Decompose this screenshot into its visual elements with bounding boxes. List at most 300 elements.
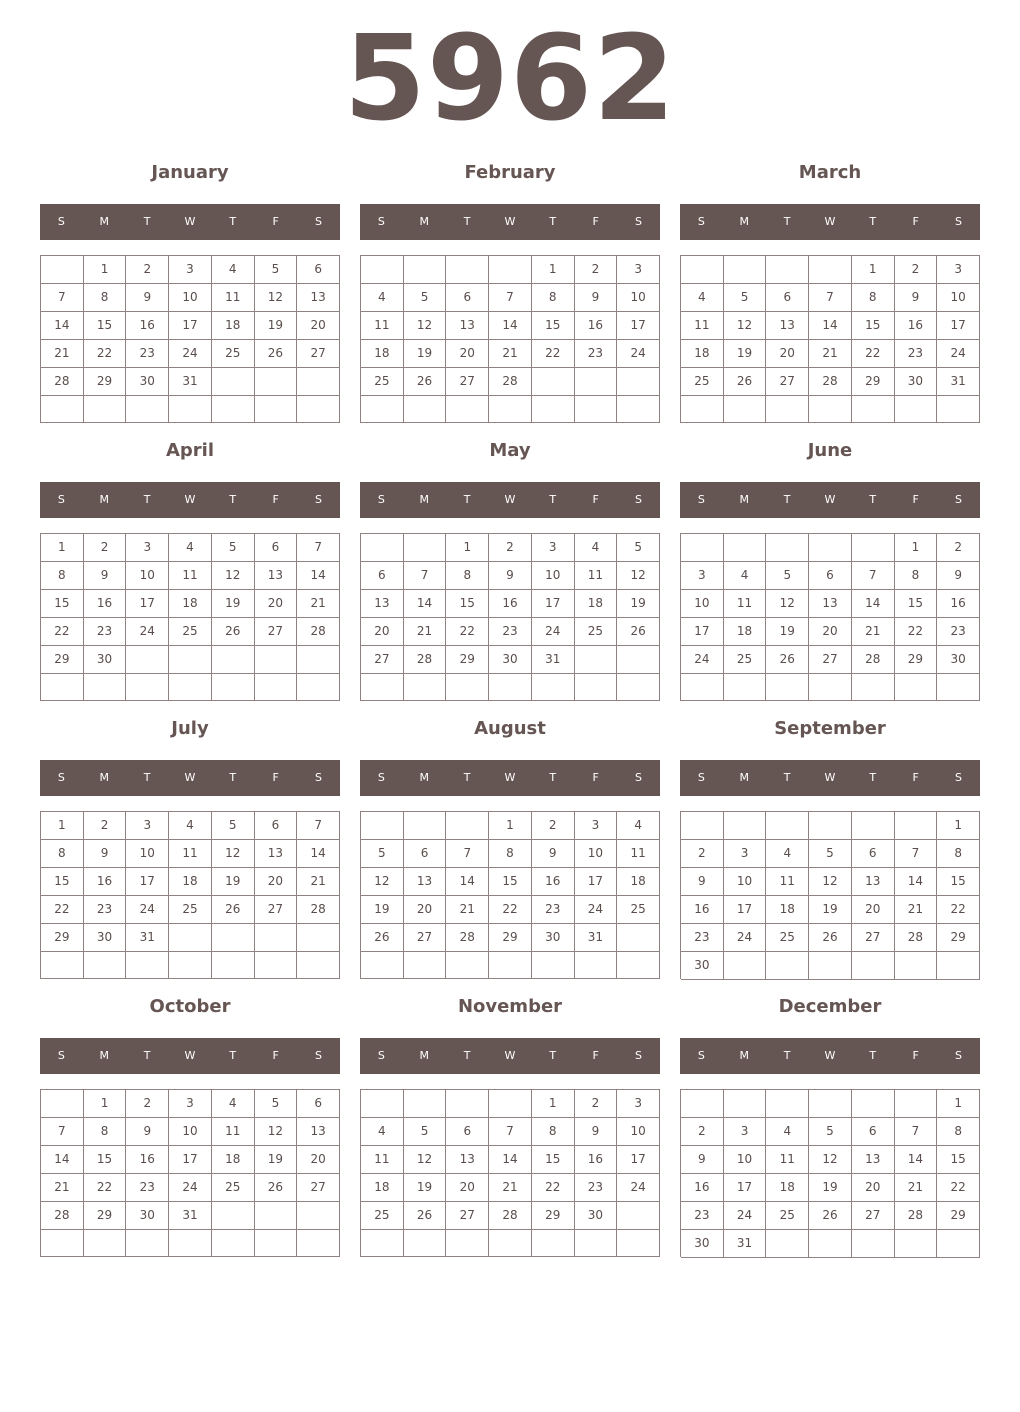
day-cell[interactable]: 14 — [809, 312, 852, 340]
day-cell[interactable]: 28 — [41, 368, 84, 396]
day-cell[interactable]: 22 — [84, 1174, 127, 1202]
day-cell[interactable]: 20 — [766, 340, 809, 368]
day-cell[interactable]: 14 — [489, 312, 532, 340]
day-cell[interactable]: 25 — [724, 646, 767, 674]
day-cell[interactable]: 4 — [169, 534, 212, 562]
day-cell[interactable]: 23 — [126, 1174, 169, 1202]
day-cell[interactable]: 2 — [126, 1090, 169, 1118]
day-cell[interactable]: 8 — [41, 840, 84, 868]
day-cell[interactable]: 11 — [766, 1146, 809, 1174]
day-cell[interactable]: 19 — [404, 1174, 447, 1202]
day-cell[interactable]: 9 — [126, 284, 169, 312]
day-cell[interactable]: 20 — [361, 618, 404, 646]
day-cell[interactable]: 4 — [361, 1118, 404, 1146]
day-cell[interactable]: 18 — [169, 868, 212, 896]
day-cell[interactable]: 19 — [404, 340, 447, 368]
day-cell[interactable]: 16 — [84, 868, 127, 896]
day-cell[interactable]: 31 — [724, 1230, 767, 1258]
day-cell[interactable]: 3 — [169, 1090, 212, 1118]
day-cell[interactable]: 9 — [681, 1146, 724, 1174]
day-cell[interactable]: 8 — [489, 840, 532, 868]
day-cell[interactable]: 21 — [809, 340, 852, 368]
day-cell[interactable]: 12 — [404, 312, 447, 340]
day-cell[interactable]: 12 — [255, 1118, 298, 1146]
day-cell[interactable]: 27 — [446, 1202, 489, 1230]
day-cell[interactable]: 24 — [169, 1174, 212, 1202]
day-cell[interactable]: 29 — [937, 1202, 980, 1230]
day-cell[interactable]: 7 — [895, 840, 938, 868]
day-cell[interactable]: 19 — [617, 590, 660, 618]
day-cell[interactable]: 7 — [297, 812, 340, 840]
day-cell[interactable]: 5 — [724, 284, 767, 312]
day-cell[interactable]: 21 — [489, 340, 532, 368]
day-cell[interactable]: 28 — [895, 924, 938, 952]
day-cell[interactable]: 23 — [681, 924, 724, 952]
day-cell[interactable]: 12 — [212, 840, 255, 868]
day-cell[interactable]: 27 — [361, 646, 404, 674]
day-cell[interactable]: 5 — [212, 534, 255, 562]
day-cell[interactable]: 16 — [575, 312, 618, 340]
day-cell[interactable]: 12 — [255, 284, 298, 312]
day-cell[interactable]: 18 — [169, 590, 212, 618]
day-cell[interactable]: 5 — [617, 534, 660, 562]
day-cell[interactable]: 26 — [724, 368, 767, 396]
day-cell[interactable]: 9 — [681, 868, 724, 896]
day-cell[interactable]: 8 — [84, 284, 127, 312]
day-cell[interactable]: 8 — [852, 284, 895, 312]
day-cell[interactable]: 13 — [255, 840, 298, 868]
day-cell[interactable]: 4 — [361, 284, 404, 312]
day-cell[interactable]: 30 — [575, 1202, 618, 1230]
day-cell[interactable]: 28 — [809, 368, 852, 396]
day-cell[interactable]: 2 — [681, 840, 724, 868]
day-cell[interactable]: 23 — [575, 1174, 618, 1202]
day-cell[interactable]: 7 — [809, 284, 852, 312]
day-cell[interactable]: 14 — [852, 590, 895, 618]
day-cell[interactable]: 17 — [532, 590, 575, 618]
day-cell[interactable]: 31 — [937, 368, 980, 396]
day-cell[interactable]: 20 — [852, 1174, 895, 1202]
day-cell[interactable]: 6 — [297, 256, 340, 284]
day-cell[interactable]: 23 — [575, 340, 618, 368]
day-cell[interactable]: 3 — [169, 256, 212, 284]
day-cell[interactable]: 7 — [489, 284, 532, 312]
day-cell[interactable]: 23 — [489, 618, 532, 646]
day-cell[interactable]: 24 — [126, 618, 169, 646]
day-cell[interactable]: 16 — [532, 868, 575, 896]
day-cell[interactable]: 19 — [809, 1174, 852, 1202]
day-cell[interactable]: 23 — [84, 896, 127, 924]
day-cell[interactable]: 26 — [361, 924, 404, 952]
day-cell[interactable]: 22 — [532, 340, 575, 368]
day-cell[interactable]: 22 — [84, 340, 127, 368]
day-cell[interactable]: 16 — [681, 896, 724, 924]
day-cell[interactable]: 3 — [724, 840, 767, 868]
day-cell[interactable]: 2 — [895, 256, 938, 284]
day-cell[interactable]: 13 — [404, 868, 447, 896]
day-cell[interactable]: 28 — [489, 1202, 532, 1230]
day-cell[interactable]: 7 — [41, 1118, 84, 1146]
day-cell[interactable]: 10 — [937, 284, 980, 312]
day-cell[interactable]: 3 — [126, 812, 169, 840]
day-cell[interactable]: 25 — [617, 896, 660, 924]
day-cell[interactable]: 1 — [41, 812, 84, 840]
day-cell[interactable]: 5 — [404, 284, 447, 312]
day-cell[interactable]: 15 — [532, 312, 575, 340]
day-cell[interactable]: 14 — [895, 868, 938, 896]
day-cell[interactable]: 15 — [489, 868, 532, 896]
day-cell[interactable]: 20 — [446, 1174, 489, 1202]
day-cell[interactable]: 6 — [361, 562, 404, 590]
day-cell[interactable]: 16 — [681, 1174, 724, 1202]
day-cell[interactable]: 6 — [297, 1090, 340, 1118]
day-cell[interactable]: 22 — [895, 618, 938, 646]
day-cell[interactable]: 3 — [681, 562, 724, 590]
day-cell[interactable]: 30 — [489, 646, 532, 674]
day-cell[interactable]: 11 — [681, 312, 724, 340]
day-cell[interactable]: 31 — [169, 1202, 212, 1230]
day-cell[interactable]: 30 — [681, 952, 724, 980]
day-cell[interactable]: 21 — [895, 1174, 938, 1202]
day-cell[interactable]: 22 — [852, 340, 895, 368]
day-cell[interactable]: 19 — [212, 590, 255, 618]
day-cell[interactable]: 27 — [297, 340, 340, 368]
day-cell[interactable]: 4 — [212, 1090, 255, 1118]
day-cell[interactable]: 4 — [617, 812, 660, 840]
day-cell[interactable]: 30 — [126, 368, 169, 396]
day-cell[interactable]: 25 — [212, 340, 255, 368]
day-cell[interactable]: 6 — [255, 812, 298, 840]
day-cell[interactable]: 4 — [169, 812, 212, 840]
day-cell[interactable]: 7 — [489, 1118, 532, 1146]
day-cell[interactable]: 4 — [681, 284, 724, 312]
day-cell[interactable]: 18 — [617, 868, 660, 896]
day-cell[interactable]: 21 — [297, 868, 340, 896]
day-cell[interactable]: 20 — [446, 340, 489, 368]
day-cell[interactable]: 20 — [255, 868, 298, 896]
day-cell[interactable]: 11 — [212, 1118, 255, 1146]
day-cell[interactable]: 21 — [489, 1174, 532, 1202]
day-cell[interactable]: 4 — [212, 256, 255, 284]
day-cell[interactable]: 3 — [532, 534, 575, 562]
day-cell[interactable]: 9 — [532, 840, 575, 868]
day-cell[interactable]: 23 — [532, 896, 575, 924]
day-cell[interactable]: 28 — [895, 1202, 938, 1230]
day-cell[interactable]: 6 — [255, 534, 298, 562]
day-cell[interactable]: 21 — [895, 896, 938, 924]
day-cell[interactable]: 22 — [489, 896, 532, 924]
day-cell[interactable]: 17 — [169, 1146, 212, 1174]
day-cell[interactable]: 24 — [617, 1174, 660, 1202]
day-cell[interactable]: 23 — [84, 618, 127, 646]
day-cell[interactable]: 30 — [84, 924, 127, 952]
day-cell[interactable]: 11 — [361, 1146, 404, 1174]
day-cell[interactable]: 3 — [617, 1090, 660, 1118]
day-cell[interactable]: 29 — [852, 368, 895, 396]
day-cell[interactable]: 6 — [404, 840, 447, 868]
day-cell[interactable]: 10 — [169, 284, 212, 312]
day-cell[interactable]: 15 — [532, 1146, 575, 1174]
day-cell[interactable]: 5 — [404, 1118, 447, 1146]
day-cell[interactable]: 17 — [617, 312, 660, 340]
day-cell[interactable]: 26 — [766, 646, 809, 674]
day-cell[interactable]: 14 — [41, 1146, 84, 1174]
day-cell[interactable]: 15 — [937, 868, 980, 896]
day-cell[interactable]: 22 — [937, 896, 980, 924]
day-cell[interactable]: 7 — [297, 534, 340, 562]
day-cell[interactable]: 2 — [532, 812, 575, 840]
day-cell[interactable]: 29 — [532, 1202, 575, 1230]
day-cell[interactable]: 9 — [489, 562, 532, 590]
day-cell[interactable]: 26 — [809, 1202, 852, 1230]
day-cell[interactable]: 28 — [297, 896, 340, 924]
day-cell[interactable]: 23 — [681, 1202, 724, 1230]
day-cell[interactable]: 2 — [489, 534, 532, 562]
day-cell[interactable]: 16 — [126, 312, 169, 340]
day-cell[interactable]: 15 — [84, 1146, 127, 1174]
day-cell[interactable]: 19 — [255, 312, 298, 340]
day-cell[interactable]: 20 — [404, 896, 447, 924]
day-cell[interactable]: 12 — [724, 312, 767, 340]
day-cell[interactable]: 10 — [126, 840, 169, 868]
day-cell[interactable]: 18 — [212, 312, 255, 340]
day-cell[interactable]: 29 — [446, 646, 489, 674]
day-cell[interactable]: 18 — [361, 340, 404, 368]
day-cell[interactable]: 9 — [126, 1118, 169, 1146]
day-cell[interactable]: 1 — [937, 1090, 980, 1118]
day-cell[interactable]: 15 — [41, 590, 84, 618]
day-cell[interactable]: 21 — [41, 1174, 84, 1202]
day-cell[interactable]: 6 — [852, 840, 895, 868]
day-cell[interactable]: 26 — [404, 1202, 447, 1230]
day-cell[interactable]: 1 — [532, 256, 575, 284]
day-cell[interactable]: 13 — [255, 562, 298, 590]
day-cell[interactable]: 12 — [809, 868, 852, 896]
day-cell[interactable]: 5 — [212, 812, 255, 840]
day-cell[interactable]: 3 — [575, 812, 618, 840]
day-cell[interactable]: 19 — [809, 896, 852, 924]
day-cell[interactable]: 10 — [126, 562, 169, 590]
day-cell[interactable]: 2 — [126, 256, 169, 284]
day-cell[interactable]: 11 — [169, 562, 212, 590]
day-cell[interactable]: 11 — [766, 868, 809, 896]
day-cell[interactable]: 15 — [446, 590, 489, 618]
day-cell[interactable]: 8 — [41, 562, 84, 590]
day-cell[interactable]: 27 — [255, 618, 298, 646]
day-cell[interactable]: 22 — [446, 618, 489, 646]
day-cell[interactable]: 5 — [809, 1118, 852, 1146]
day-cell[interactable]: 15 — [852, 312, 895, 340]
day-cell[interactable]: 8 — [446, 562, 489, 590]
day-cell[interactable]: 6 — [766, 284, 809, 312]
day-cell[interactable]: 20 — [297, 312, 340, 340]
day-cell[interactable]: 17 — [681, 618, 724, 646]
day-cell[interactable]: 19 — [255, 1146, 298, 1174]
day-cell[interactable]: 17 — [575, 868, 618, 896]
day-cell[interactable]: 11 — [617, 840, 660, 868]
day-cell[interactable]: 13 — [852, 1146, 895, 1174]
day-cell[interactable]: 22 — [41, 618, 84, 646]
day-cell[interactable]: 6 — [446, 284, 489, 312]
day-cell[interactable]: 1 — [41, 534, 84, 562]
day-cell[interactable]: 12 — [212, 562, 255, 590]
day-cell[interactable]: 13 — [809, 590, 852, 618]
day-cell[interactable]: 3 — [617, 256, 660, 284]
day-cell[interactable]: 26 — [617, 618, 660, 646]
day-cell[interactable]: 9 — [84, 840, 127, 868]
day-cell[interactable]: 1 — [532, 1090, 575, 1118]
day-cell[interactable]: 27 — [446, 368, 489, 396]
day-cell[interactable]: 13 — [766, 312, 809, 340]
day-cell[interactable]: 30 — [681, 1230, 724, 1258]
day-cell[interactable]: 17 — [937, 312, 980, 340]
day-cell[interactable]: 14 — [41, 312, 84, 340]
day-cell[interactable]: 21 — [852, 618, 895, 646]
day-cell[interactable]: 27 — [297, 1174, 340, 1202]
day-cell[interactable]: 5 — [255, 256, 298, 284]
day-cell[interactable]: 17 — [126, 590, 169, 618]
day-cell[interactable]: 26 — [404, 368, 447, 396]
day-cell[interactable]: 10 — [575, 840, 618, 868]
day-cell[interactable]: 17 — [617, 1146, 660, 1174]
day-cell[interactable]: 2 — [937, 534, 980, 562]
day-cell[interactable]: 4 — [766, 840, 809, 868]
day-cell[interactable]: 9 — [575, 284, 618, 312]
day-cell[interactable]: 22 — [41, 896, 84, 924]
day-cell[interactable]: 30 — [532, 924, 575, 952]
day-cell[interactable]: 16 — [489, 590, 532, 618]
day-cell[interactable]: 12 — [809, 1146, 852, 1174]
day-cell[interactable]: 1 — [937, 812, 980, 840]
day-cell[interactable]: 8 — [84, 1118, 127, 1146]
day-cell[interactable]: 5 — [361, 840, 404, 868]
day-cell[interactable]: 29 — [84, 1202, 127, 1230]
day-cell[interactable]: 24 — [681, 646, 724, 674]
day-cell[interactable]: 24 — [617, 340, 660, 368]
day-cell[interactable]: 18 — [212, 1146, 255, 1174]
day-cell[interactable]: 9 — [84, 562, 127, 590]
day-cell[interactable]: 17 — [724, 896, 767, 924]
day-cell[interactable]: 14 — [446, 868, 489, 896]
day-cell[interactable]: 28 — [446, 924, 489, 952]
day-cell[interactable]: 25 — [766, 1202, 809, 1230]
day-cell[interactable]: 12 — [361, 868, 404, 896]
day-cell[interactable]: 26 — [809, 924, 852, 952]
day-cell[interactable]: 2 — [84, 534, 127, 562]
day-cell[interactable]: 16 — [126, 1146, 169, 1174]
day-cell[interactable]: 18 — [575, 590, 618, 618]
day-cell[interactable]: 28 — [404, 646, 447, 674]
day-cell[interactable]: 1 — [895, 534, 938, 562]
day-cell[interactable]: 11 — [212, 284, 255, 312]
day-cell[interactable]: 14 — [297, 840, 340, 868]
day-cell[interactable]: 1 — [84, 256, 127, 284]
day-cell[interactable]: 4 — [575, 534, 618, 562]
day-cell[interactable]: 5 — [255, 1090, 298, 1118]
day-cell[interactable]: 19 — [724, 340, 767, 368]
day-cell[interactable]: 29 — [41, 646, 84, 674]
day-cell[interactable]: 18 — [766, 896, 809, 924]
day-cell[interactable]: 11 — [361, 312, 404, 340]
day-cell[interactable]: 28 — [41, 1202, 84, 1230]
day-cell[interactable]: 14 — [297, 562, 340, 590]
day-cell[interactable]: 24 — [532, 618, 575, 646]
day-cell[interactable]: 13 — [446, 1146, 489, 1174]
day-cell[interactable]: 6 — [809, 562, 852, 590]
day-cell[interactable]: 29 — [84, 368, 127, 396]
day-cell[interactable]: 24 — [724, 1202, 767, 1230]
day-cell[interactable]: 19 — [361, 896, 404, 924]
day-cell[interactable]: 10 — [617, 1118, 660, 1146]
day-cell[interactable]: 27 — [766, 368, 809, 396]
day-cell[interactable]: 10 — [169, 1118, 212, 1146]
day-cell[interactable]: 1 — [489, 812, 532, 840]
day-cell[interactable]: 18 — [361, 1174, 404, 1202]
day-cell[interactable]: 22 — [937, 1174, 980, 1202]
day-cell[interactable]: 12 — [617, 562, 660, 590]
day-cell[interactable]: 4 — [766, 1118, 809, 1146]
day-cell[interactable]: 2 — [575, 256, 618, 284]
day-cell[interactable]: 19 — [212, 868, 255, 896]
day-cell[interactable]: 29 — [937, 924, 980, 952]
day-cell[interactable]: 14 — [895, 1146, 938, 1174]
day-cell[interactable]: 25 — [681, 368, 724, 396]
day-cell[interactable]: 2 — [681, 1118, 724, 1146]
day-cell[interactable]: 7 — [404, 562, 447, 590]
day-cell[interactable]: 1 — [84, 1090, 127, 1118]
day-cell[interactable]: 24 — [575, 896, 618, 924]
day-cell[interactable]: 29 — [895, 646, 938, 674]
day-cell[interactable]: 9 — [895, 284, 938, 312]
day-cell[interactable]: 2 — [575, 1090, 618, 1118]
day-cell[interactable]: 18 — [766, 1174, 809, 1202]
day-cell[interactable]: 15 — [84, 312, 127, 340]
day-cell[interactable]: 25 — [766, 924, 809, 952]
day-cell[interactable]: 18 — [724, 618, 767, 646]
day-cell[interactable]: 15 — [41, 868, 84, 896]
day-cell[interactable]: 5 — [809, 840, 852, 868]
day-cell[interactable]: 20 — [852, 896, 895, 924]
day-cell[interactable]: 7 — [41, 284, 84, 312]
day-cell[interactable]: 16 — [84, 590, 127, 618]
day-cell[interactable]: 30 — [895, 368, 938, 396]
day-cell[interactable]: 24 — [169, 340, 212, 368]
day-cell[interactable]: 13 — [297, 284, 340, 312]
day-cell[interactable]: 3 — [724, 1118, 767, 1146]
day-cell[interactable]: 8 — [895, 562, 938, 590]
day-cell[interactable]: 30 — [937, 646, 980, 674]
day-cell[interactable]: 10 — [724, 868, 767, 896]
day-cell[interactable]: 13 — [446, 312, 489, 340]
day-cell[interactable]: 25 — [361, 368, 404, 396]
day-cell[interactable]: 11 — [575, 562, 618, 590]
day-cell[interactable]: 12 — [404, 1146, 447, 1174]
day-cell[interactable]: 12 — [766, 590, 809, 618]
day-cell[interactable]: 13 — [852, 868, 895, 896]
day-cell[interactable]: 25 — [212, 1174, 255, 1202]
day-cell[interactable]: 8 — [532, 1118, 575, 1146]
day-cell[interactable]: 10 — [681, 590, 724, 618]
day-cell[interactable]: 16 — [937, 590, 980, 618]
day-cell[interactable]: 10 — [617, 284, 660, 312]
day-cell[interactable]: 20 — [255, 590, 298, 618]
day-cell[interactable]: 6 — [446, 1118, 489, 1146]
day-cell[interactable]: 25 — [575, 618, 618, 646]
day-cell[interactable]: 11 — [169, 840, 212, 868]
day-cell[interactable]: 27 — [404, 924, 447, 952]
day-cell[interactable]: 26 — [212, 618, 255, 646]
day-cell[interactable]: 15 — [895, 590, 938, 618]
